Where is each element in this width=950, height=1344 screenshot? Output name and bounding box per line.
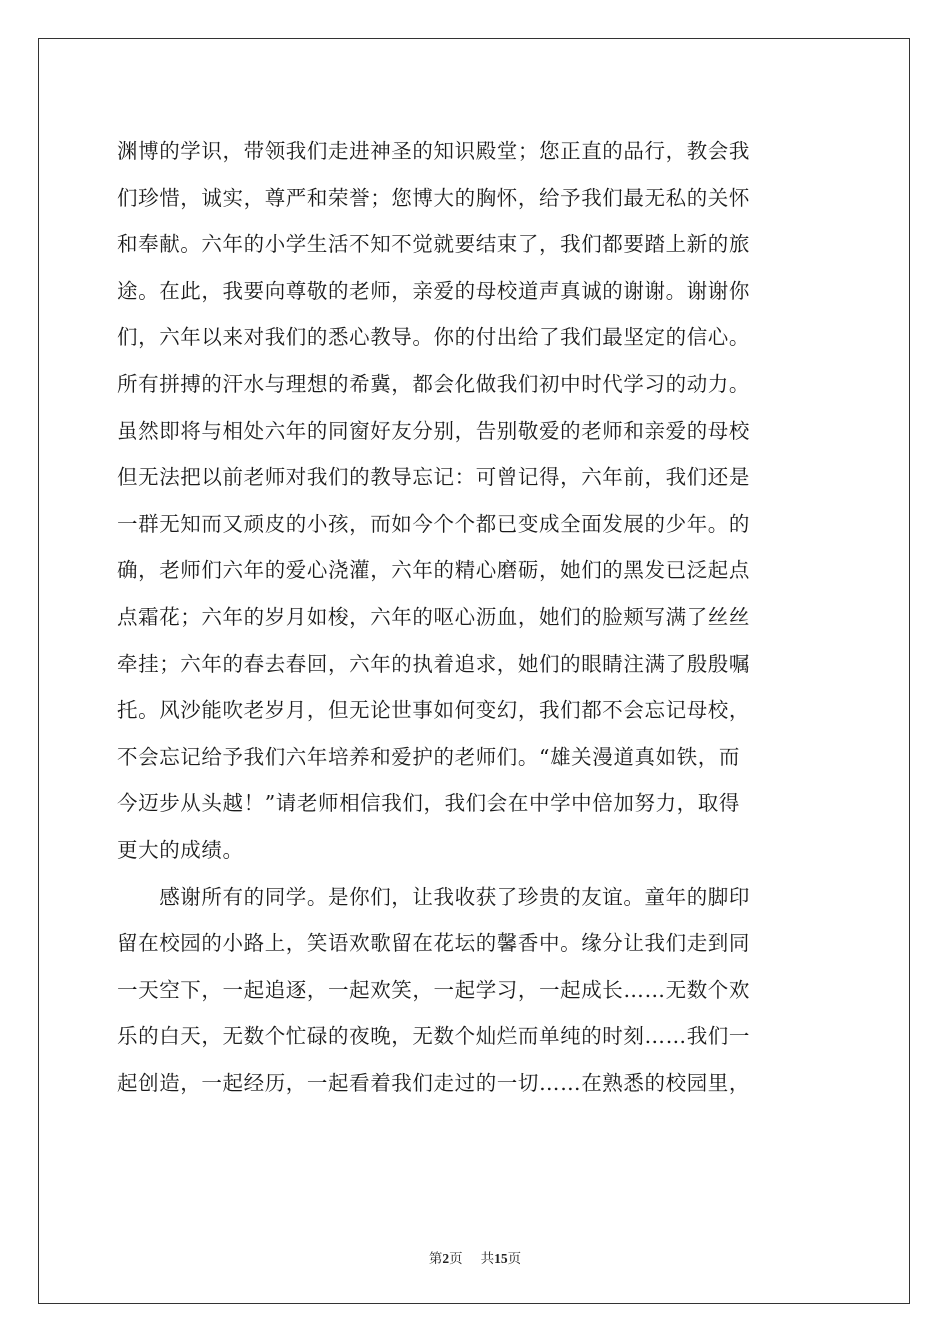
page-prefix: 第 [428,1251,443,1267]
text-line: 但无法把以前老师对我们的教导忘记：可曾记得，六年前，我们还是 [117,465,750,490]
text-line: 途。在此，我要向尊敬的老师，亲爱的母校道声真诚的谢谢。谢谢你 [117,278,750,303]
page-number: 2 [442,1251,450,1266]
text-line: 和奉献。六年的小学生活不知不觉就要结束了，我们都要踏上新的旅 [117,232,750,257]
text-line: 牵挂；六年的春去春回，六年的执着追求，她们的眼睛注满了殷殷嘱 [117,651,750,676]
text-line: 托。风沙能吹老岁月，但无论世事如何变幻，我们都不会忘记母校， [117,698,750,723]
text-line: 们珍惜，诚实，尊严和荣誉；您博大的胸怀，给予我们最无私的关怀 [117,185,750,210]
text-line: 留在校园的小路上，笑语欢歌留在花坛的馨香中。缘分让我们走到同 [117,931,750,956]
total-suffix: 页 [507,1251,522,1267]
text-line: 一群无知而又顽皮的小孩，而如今个个都已变成全面发展的少年。的 [117,511,750,536]
text-line: 确，老师们六年的爱心浇灌，六年的精心磨砺，她们的黑发已泛起点 [117,558,750,583]
document-body [117,128,837,1106]
text-line: 更大的成绩。 [117,837,244,862]
page-footer [0,1247,950,1267]
text-line: 虽然即将与相处六年的同窗好友分别，告别敬爱的老师和亲爱的母校 [117,418,750,443]
text-line: 不会忘记给予我们六年培养和爱护的老师们。“雄关漫道真如铁，而 [117,744,740,769]
text-line: 渊博的学识，带领我们走进神圣的知识殿堂；您正直的品行，教会我 [117,139,750,163]
text-line: 今迈步从头越！”请老师相信我们，我们会在中学中倍加努力，取得 [117,791,740,816]
text-line: 点霜花；六年的岁月如梭，六年的呕心沥血，她们的脸颊写满了丝丝 [117,604,750,629]
paragraph-start-line: 感谢所有的同学。是你们，让我收获了珍贵的友谊。童年的脚印 [117,884,750,909]
text-line: 所有拼搏的汗水与理想的希冀，都会化做我们初中时代学习的动力。 [117,371,750,396]
page-suffix: 页 [449,1251,463,1267]
text-line: 起创造，一起经历，一起看着我们走过的一切……在熟悉的校园里， [117,1070,750,1095]
text-line: 一天空下，一起追逐，一起欢笑，一起学习，一起成长……无数个欢 [117,977,750,1002]
total-prefix: 共 [480,1251,495,1267]
text-line: 们，六年以来对我们的悉心教导。你的付出给了我们最坚定的信心。 [117,325,750,350]
total-pages: 15 [494,1251,508,1266]
text-line: 乐的白天，无数个忙碌的夜晚，无数个灿烂而单纯的时刻……我们一 [117,1024,750,1049]
